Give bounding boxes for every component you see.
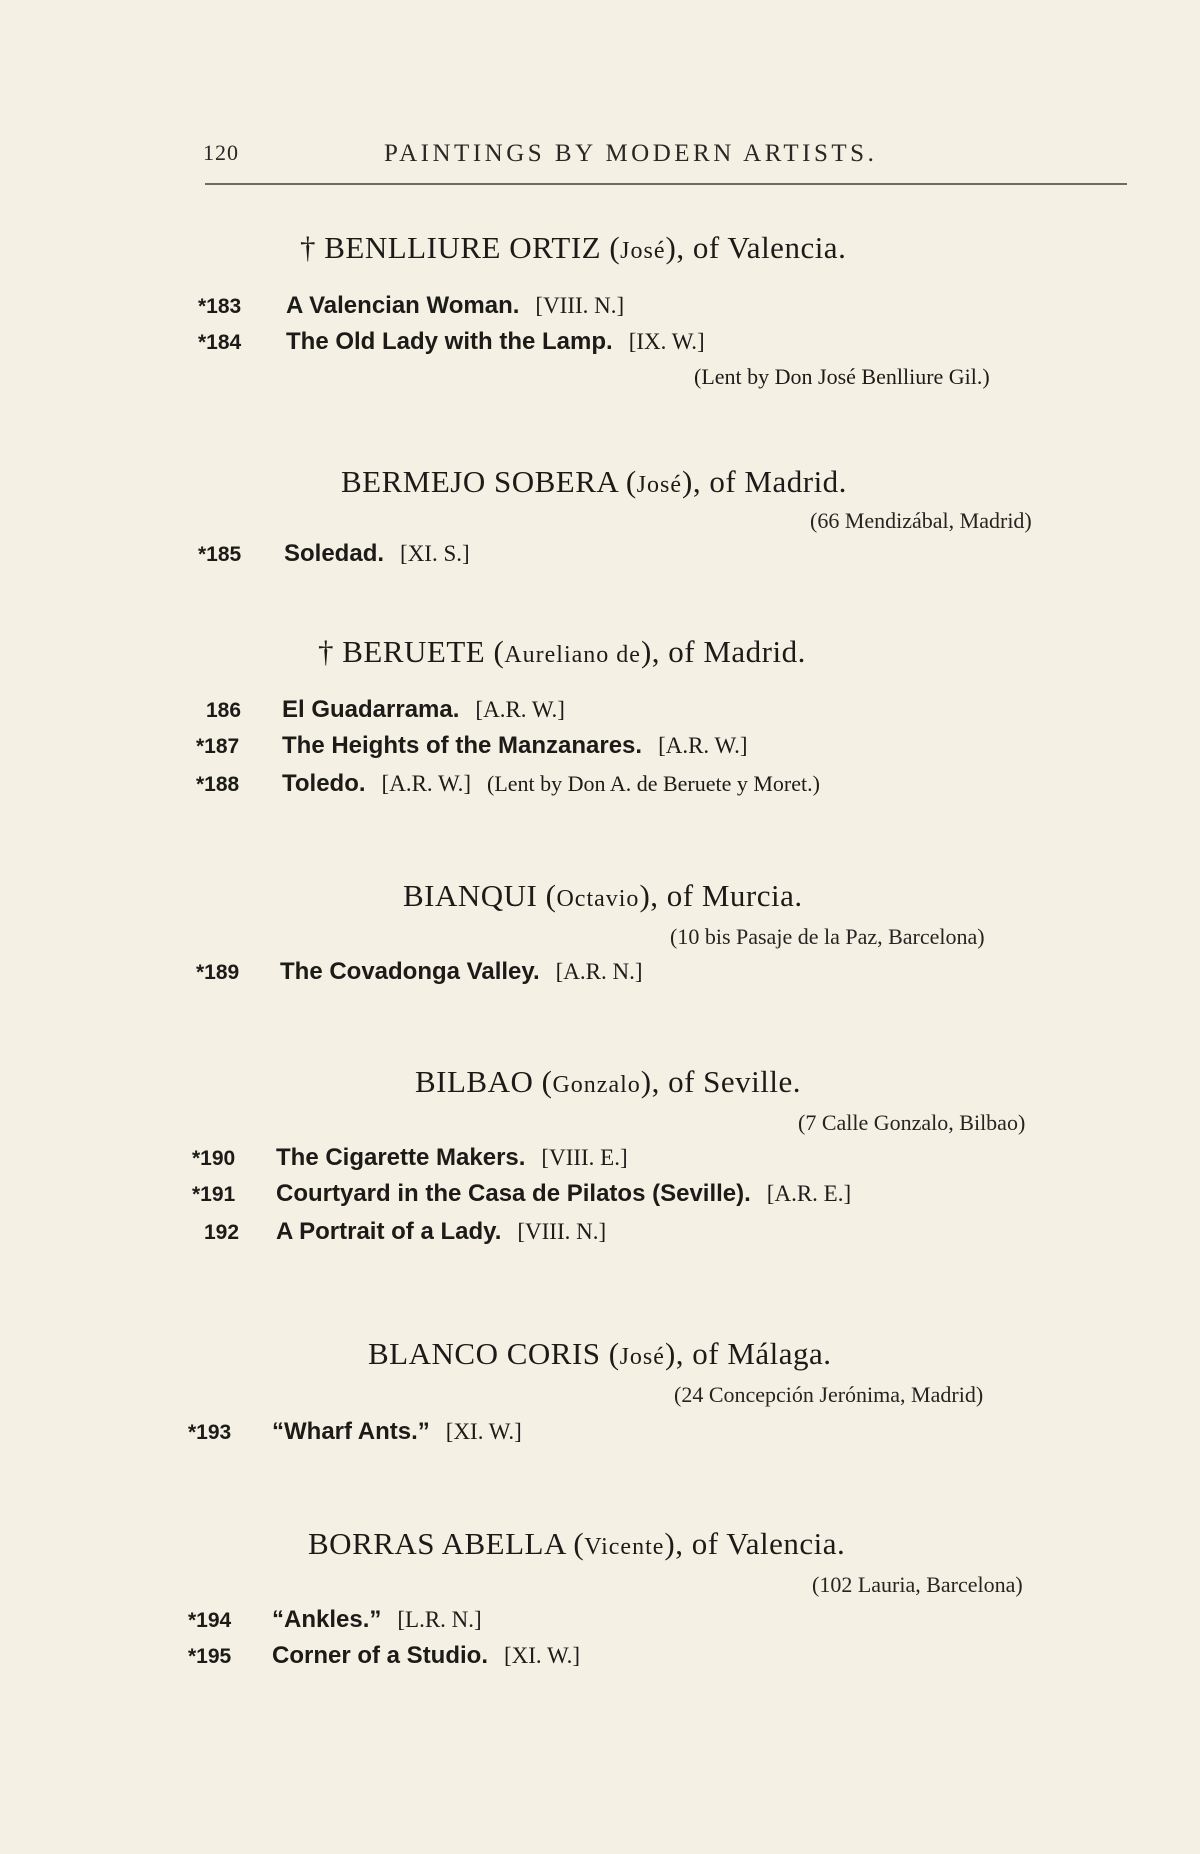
- artist-heading: † BENLLIURE ORTIZ (José), of Valencia.: [300, 230, 847, 265]
- artist-origin: of Murcia.: [666, 878, 803, 913]
- artist-origin: of Madrid.: [709, 464, 847, 499]
- catalogue-number: *185: [198, 543, 242, 566]
- gallery-room: [XI. W.]: [504, 1643, 581, 1668]
- artist-surname: BERUETE: [342, 634, 486, 669]
- gallery-room: [L.R. N.]: [397, 1607, 482, 1632]
- artist-heading: BLANCO CORIS (José), of Málaga.: [368, 1336, 832, 1371]
- artist-origin: of Seville.: [668, 1064, 802, 1099]
- work-title: “Wharf Ants.” [XI. W.]: [272, 1418, 522, 1445]
- catalogue-number: *187: [196, 735, 240, 758]
- work-title: Soledad. [XI. S.]: [284, 540, 470, 567]
- artist-surname: BENLLIURE ORTIZ: [324, 230, 602, 265]
- catalogue-number: 186: [206, 699, 242, 722]
- work-title: “Ankles.” [L.R. N.]: [272, 1606, 482, 1633]
- gallery-room: [VIII. N.]: [517, 1219, 607, 1244]
- artist-given-name: José: [636, 472, 683, 498]
- work-title: The Old Lady with the Lamp. [IX. W.]: [286, 328, 705, 355]
- artist-given-name: José: [620, 238, 666, 264]
- artist-address: (24 Concepción Jerónima, Madrid): [674, 1382, 984, 1407]
- running-title: PAINTINGS BY MODERN ARTISTS.: [384, 140, 878, 167]
- catalogue-number: *194: [188, 1609, 232, 1632]
- catalogue-number: *193: [188, 1421, 232, 1444]
- catalogue-number: 192: [204, 1221, 240, 1244]
- artist-given-name: Gonzalo: [552, 1072, 641, 1098]
- artist-heading: BORRAS ABELLA (Vicente), of Valencia.: [308, 1526, 846, 1561]
- catalogue-number: *195: [188, 1645, 232, 1668]
- artist-given-name: Aureliano de: [504, 642, 641, 668]
- lender-note: (Lent by Don José Benlliure Gil.): [694, 364, 990, 389]
- page-number: 120: [203, 140, 239, 165]
- dagger-mark: †: [300, 230, 316, 265]
- work-title: The Covadonga Valley. [A.R. N.]: [280, 958, 643, 985]
- artist-address: (102 Lauria, Barcelona): [812, 1572, 1023, 1597]
- artist-origin: of Madrid.: [668, 634, 806, 669]
- artist-surname: BERMEJO SOBERA: [341, 464, 618, 499]
- gallery-room: [XI. S.]: [400, 541, 470, 566]
- page-header: [0, 140, 1200, 180]
- artist-heading: † BERUETE (Aureliano de), of Madrid.: [318, 634, 806, 669]
- catalogue-number: *188: [196, 773, 240, 796]
- catalogue-number: *191: [192, 1183, 236, 1206]
- work-title: The Cigarette Makers. [VIII. E.]: [276, 1144, 628, 1171]
- lender-note: (Lent by Don A. de Beruete y Moret.): [487, 771, 820, 796]
- gallery-room: [VIII. N.]: [535, 293, 625, 318]
- catalogue-number: *184: [198, 331, 242, 354]
- gallery-room: [VIII. E.]: [541, 1145, 628, 1170]
- catalogue-number: *190: [192, 1147, 236, 1170]
- artist-address: (10 bis Pasaje de la Paz, Barcelona): [670, 924, 985, 949]
- artist-given-name: Vicente: [584, 1534, 665, 1560]
- catalogue-number: *183: [198, 295, 242, 318]
- catalogue-number: *189: [196, 961, 240, 984]
- dagger-mark: †: [318, 634, 334, 669]
- gallery-room: [A.R. W.]: [658, 733, 748, 758]
- work-title: Corner of a Studio. [XI. W.]: [272, 1642, 581, 1669]
- gallery-room: [A.R. W.]: [381, 771, 471, 796]
- artist-heading: BERMEJO SOBERA (José), of Madrid.: [341, 464, 847, 499]
- artist-heading: BIANQUI (Octavio), of Murcia.: [403, 878, 803, 913]
- artist-surname: BILBAO: [415, 1064, 534, 1099]
- artist-given-name: Octavio: [556, 886, 640, 912]
- artist-surname: BORRAS ABELLA: [308, 1526, 566, 1561]
- work-title: El Guadarrama. [A.R. W.]: [282, 696, 565, 723]
- gallery-room: [XI. W.]: [445, 1419, 522, 1444]
- header-rule: [205, 183, 1127, 185]
- artist-surname: BLANCO CORIS: [368, 1336, 601, 1371]
- artist-origin: of Valencia.: [691, 1526, 846, 1561]
- artist-origin: of Málaga.: [692, 1336, 832, 1371]
- artist-surname: BIANQUI: [403, 878, 538, 913]
- gallery-room: [A.R. W.]: [475, 697, 565, 722]
- artist-origin: of Valencia.: [692, 230, 847, 265]
- artist-given-name: José: [619, 1344, 665, 1370]
- work-title: The Heights of the Manzanares. [A.R. W.]: [282, 732, 748, 759]
- artist-address: (7 Calle Gonzalo, Bilbao): [798, 1110, 1026, 1135]
- work-title: Courtyard in the Casa de Pilatos (Seville). [A.R. E.]: [276, 1180, 852, 1207]
- artist-address: (66 Mendizábal, Madrid): [810, 508, 1032, 533]
- work-title: A Valencian Woman. [VIII. N.]: [286, 292, 625, 319]
- gallery-room: [IX. W.]: [628, 329, 705, 354]
- work-title: A Portrait of a Lady. [VIII. N.]: [276, 1218, 607, 1245]
- gallery-room: [A.R. E.]: [766, 1181, 852, 1206]
- work-title: Toledo. [A.R. W.] (Lent by Don A. de Beruete y Moret.): [282, 770, 820, 797]
- artist-heading: BILBAO (Gonzalo), of Seville.: [415, 1064, 802, 1099]
- gallery-room: [A.R. N.]: [555, 959, 643, 984]
